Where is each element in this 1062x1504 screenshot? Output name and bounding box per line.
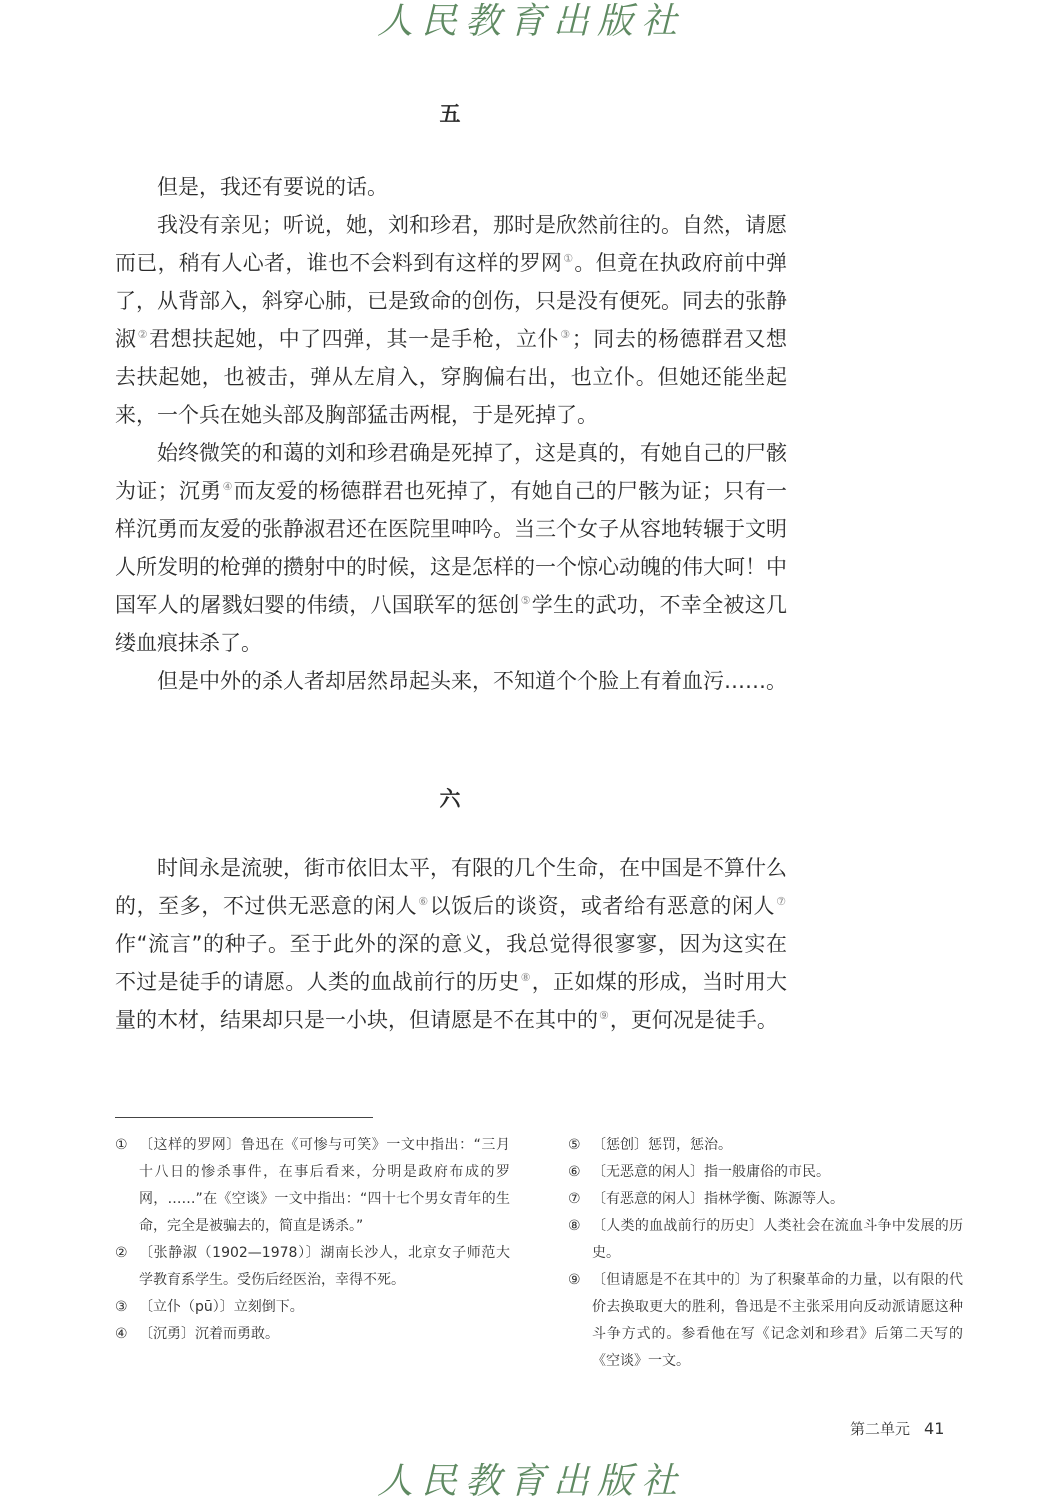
- section-title-six: 六: [439, 787, 461, 811]
- paragraph-text: ；同去的杨德群君又想去扶起她，也被击，弹从左肩入，穿胸偏右出，也立仆。但她还能坐起来，一个兵在她头部及胸部猛击两棍，于是死掉了。: [115, 327, 787, 427]
- footnote-item: [568, 1132, 963, 1159]
- footnote-marker: ④: [222, 480, 233, 493]
- footnotes-left-column: [115, 1132, 510, 1348]
- footnote-number: ⑥: [568, 1164, 581, 1180]
- footnote-number: ⑤: [568, 1137, 581, 1153]
- footnote-text: 〔有恶意的闲人〕指林学衡、陈源等人。: [592, 1191, 844, 1207]
- paragraph-text: 但是，我还有要说的话。: [157, 175, 388, 199]
- footnote-item: [115, 1132, 510, 1240]
- body-paragraph: [115, 206, 787, 434]
- publisher-watermark-bottom: 人民教育出版社: [376, 1461, 685, 1502]
- footnote-text: 〔这样的罗网〕鲁迅在《可惨与可笑》一文中指出：“三月十八日的惨杀事件，在事后看来，分明是政府布成的罗网，……”在《空谈》一文中指出：“四十七个男女青年的生命，完全是被骗去的，简直是诱杀。”: [139, 1137, 510, 1234]
- footnote-marker: ②: [137, 328, 149, 341]
- footnote-number: ⑨: [568, 1272, 581, 1288]
- paragraph-text: 我没有亲见；听说，她，刘和珍君，那时是欣然前往的。自然，请愿而已，稍有人心者，谁也不会料到有这样的罗网: [115, 213, 787, 275]
- footnote-item: [115, 1321, 510, 1348]
- footnote-number: ②: [115, 1245, 128, 1261]
- paragraph-text: ，正如煤的形成，当时用大量的木材，结果却只是一小块，但请愿是不在其中的: [115, 970, 787, 1032]
- footnote-text: 〔张静淑（1902—1978）〕湖南长沙人，北京女子师范大学教育系学生。受伤后经医治，幸得不死。: [139, 1245, 510, 1288]
- footnote-number: ①: [115, 1137, 128, 1153]
- footnote-number: ④: [115, 1326, 128, 1342]
- paragraph-text: 始终微笑的和蔼的刘和珍君确是死掉了，这是真的，有她自己的尸骸为证；沉勇: [115, 441, 787, 503]
- paragraph-text: 。但竟在执政府前中弹了，从背部入，斜穿心肺，已是致命的创伤，只是没有便死。同去的张静淑: [115, 251, 787, 351]
- footnote-marker: ①: [563, 252, 574, 265]
- footnote-item: [568, 1267, 963, 1375]
- body-paragraph: [115, 168, 787, 206]
- footnote-divider: [115, 1117, 373, 1118]
- paragraph-text: 但是中外的杀人者却居然昂起头来，不知道个个脸上有着血污……。: [157, 669, 787, 693]
- paragraph-text: 学生的武功，不幸全被这几缕血痕抹杀了。: [115, 593, 787, 655]
- footnote-marker: ⑦: [776, 895, 786, 908]
- section-five-body: [115, 168, 787, 700]
- paragraph-text: 君想扶起她，中了四弹，其一是手枪，立仆: [149, 327, 560, 351]
- footnote-item: [115, 1294, 510, 1321]
- body-paragraph: [115, 662, 787, 700]
- footnote-item: [115, 1240, 510, 1294]
- unit-label: 第二单元: [850, 1420, 911, 1438]
- body-paragraph: [115, 434, 787, 662]
- footnote-number: ⑧: [568, 1218, 581, 1234]
- section-six-body: [115, 849, 787, 1039]
- paragraph-text: 而友爱的杨德群君也死掉了，有她自己的尸骸为证；只有一样沉勇而友爱的张静淑君还在医院里呻吟。当三个女子从容地转辗于文明人所发明的枪弹的攒射中的时候，这是怎样的一个惊心动魄的伟大呵！中国军人的屠戮妇婴的伟绩，八国联军的惩创: [115, 479, 787, 617]
- footnote-marker: ⑧: [520, 971, 531, 984]
- footnote-text: 〔但请愿是不在其中的〕为了积聚革命的力量，以有限的代价去换取更大的胜利，鲁迅是不主张采用向反动派请愿这种斗争方式的。参看他在写《记念刘和珍君》后第二天写的《空谈》一文。: [592, 1272, 963, 1369]
- publisher-watermark-top: 人民教育出版社: [376, 1, 685, 42]
- footnote-text: 〔沉勇〕沉着而勇敢。: [139, 1326, 279, 1342]
- footnote-text: 〔立仆（pū）〕立刻倒下。: [139, 1299, 304, 1315]
- footnote-marker: ⑤: [520, 594, 531, 607]
- paragraph-text: ，更何况是徒手。: [609, 1008, 778, 1032]
- footnote-number: ③: [115, 1299, 128, 1315]
- footnote-number: ⑦: [568, 1191, 581, 1207]
- footnote-marker: ③: [560, 328, 571, 341]
- page-footer: [850, 1418, 944, 1439]
- section-title-five: 五: [439, 102, 461, 126]
- footnote-text: 〔无恶意的闲人〕指一般庸俗的市民。: [592, 1164, 830, 1180]
- footnote-item: [568, 1159, 963, 1186]
- page-number: 41: [924, 1419, 945, 1438]
- footnote-item: [568, 1186, 963, 1213]
- paragraph-text: 作“流言”的种子。至于此外的深的意义，我总觉得很寥寥，因为这实在不过是徒手的请愿。人类的血战前行的历史: [115, 932, 787, 994]
- paragraph-text: 时间永是流驶，街市依旧太平，有限的几个生命，在中国是不算什么的，至多，不过供无恶意的闲人: [115, 856, 787, 918]
- footnote-marker: ⑨: [599, 1009, 609, 1022]
- footnotes-right-column: [568, 1132, 963, 1375]
- footnote-text: 〔惩创〕惩罚，惩治。: [592, 1137, 732, 1153]
- footnote-marker: ⑥: [418, 895, 429, 908]
- body-paragraph: [115, 849, 787, 1039]
- footnote-text: 〔人类的血战前行的历史〕人类社会在流血斗争中发展的历史。: [592, 1218, 963, 1261]
- footnote-item: [568, 1213, 963, 1267]
- paragraph-text: 以饭后的谈资，或者给有恶意的闲人: [429, 894, 776, 918]
